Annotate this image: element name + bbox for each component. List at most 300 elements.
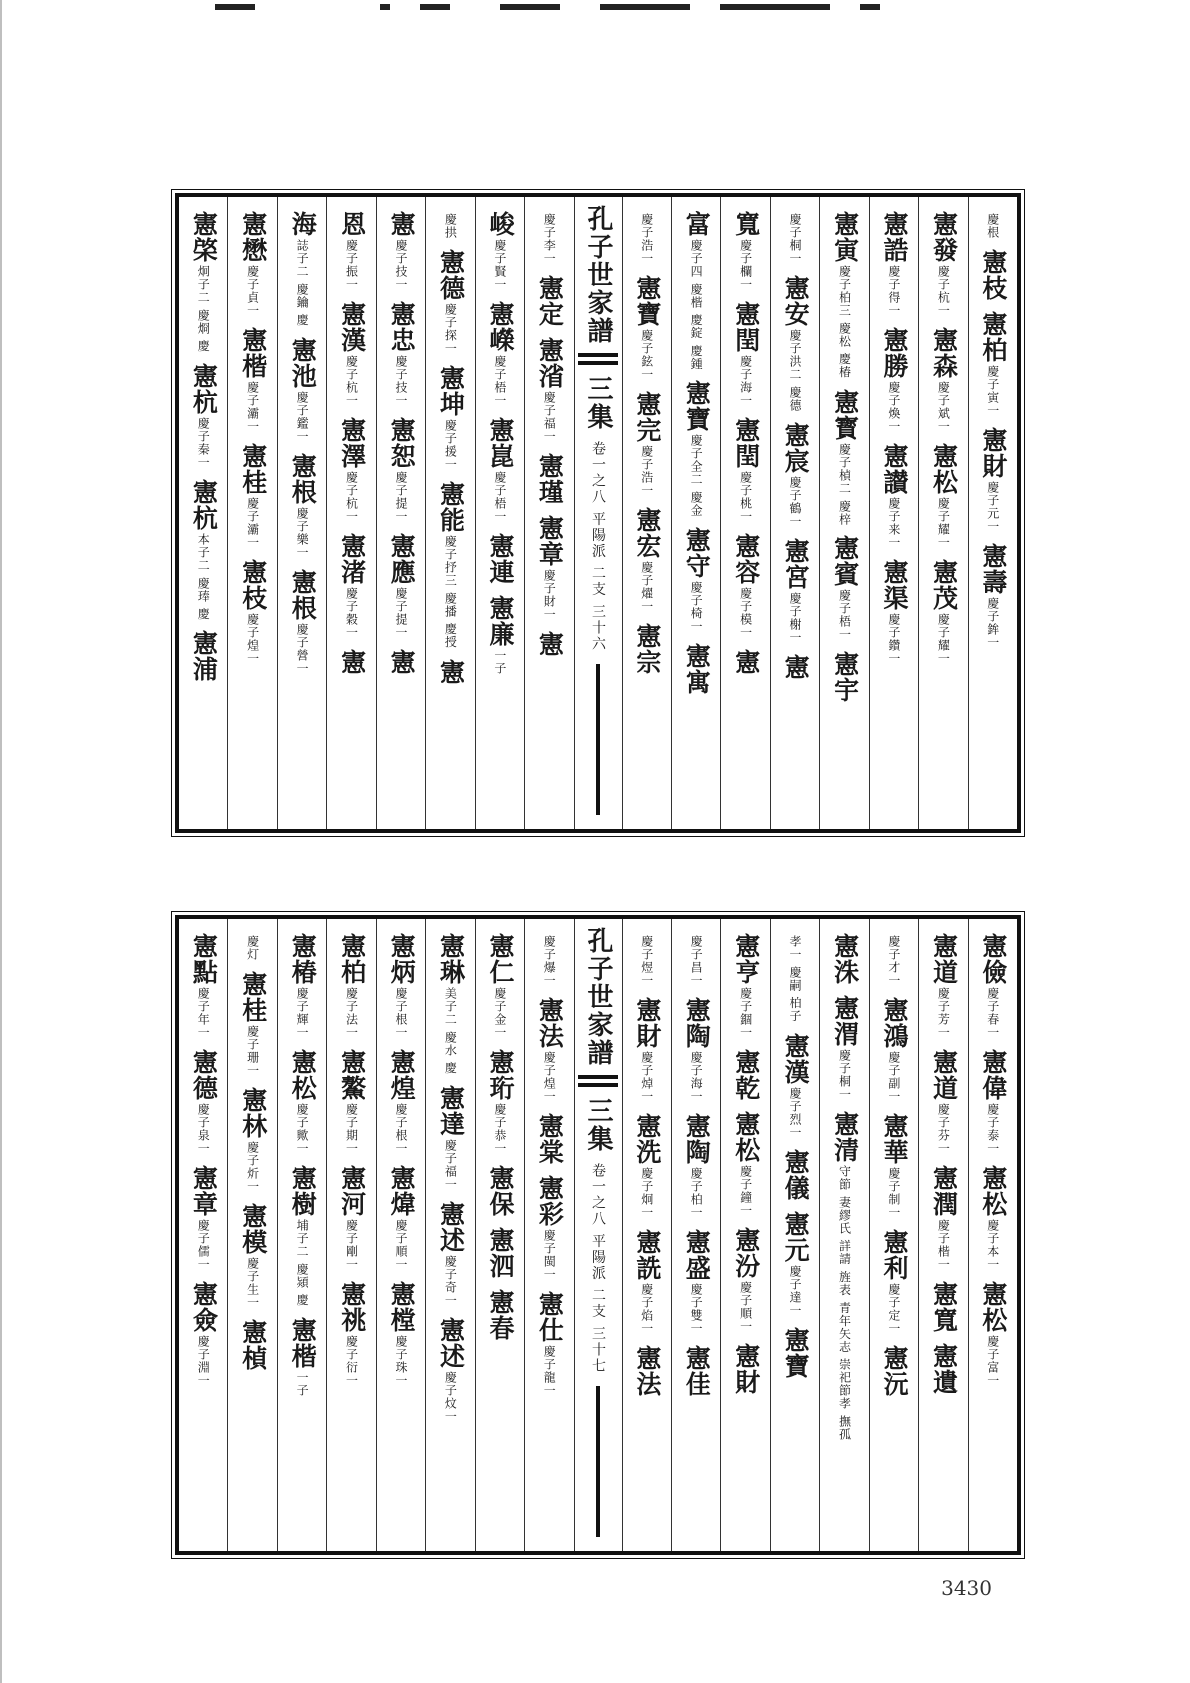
genealogy-entry <box>487 301 513 407</box>
person-name: 憲連 <box>485 533 515 585</box>
descendant-note: 埔子二 慶熲 慶 <box>295 1219 310 1307</box>
person-name: 憲炳 <box>387 933 417 985</box>
genealogy-entry <box>436 933 466 1075</box>
person-name: 憲煒 <box>387 1165 417 1217</box>
descendant-note: 慶子福一 <box>542 391 557 443</box>
genealogy-column <box>671 919 720 1551</box>
genealogy-entry <box>337 933 367 1039</box>
genealogy-column <box>326 197 375 829</box>
genealogy-entry <box>543 211 555 265</box>
genealogy-entry <box>682 643 712 696</box>
genealogy-entry <box>634 623 660 675</box>
descendant-note: 慶子振一 <box>344 239 359 291</box>
collection-label: 三集 <box>583 1097 613 1153</box>
person-name: 憲偉 <box>978 1049 1008 1101</box>
genealogy-entry <box>980 1165 1006 1271</box>
person-name: 憲陶 <box>682 997 712 1049</box>
person-name: 憲保 <box>485 1165 515 1217</box>
descendant-note: 慶根 <box>985 213 1000 239</box>
descendant-note: 慶子根一 <box>393 987 408 1039</box>
person-name: 憲桂 <box>238 443 268 495</box>
genealogy-entry <box>240 327 266 433</box>
person-name: 憲寓 <box>682 643 712 696</box>
person-name: 憲亨 <box>731 933 761 985</box>
genealogy-entry <box>980 311 1006 417</box>
genealogy-column <box>475 919 524 1551</box>
genealogy-entry <box>781 653 811 680</box>
descendant-note: 慶子桐一 <box>837 1049 852 1101</box>
descendant-note: 慶子燿一 <box>639 561 654 613</box>
descendant-note: 慶子椅一 <box>689 581 704 634</box>
genealogy-entry <box>337 211 367 291</box>
person-name: 憲崑 <box>485 417 515 469</box>
person-name: 憲閏 <box>731 417 761 469</box>
person-name: 憲道 <box>929 933 959 985</box>
genealogy-entry <box>189 1049 219 1155</box>
genealogy-entry <box>634 997 660 1103</box>
genealogy-entry <box>387 1281 417 1387</box>
center-rule <box>596 1386 600 1537</box>
person-name: 憲完 <box>632 391 662 443</box>
person-name: 憲壽 <box>978 543 1008 595</box>
person-name: 憲僉 <box>189 1281 219 1333</box>
genealogy-column <box>671 197 720 829</box>
genealogy-entry <box>535 515 565 621</box>
person-name: 憲潤 <box>929 1165 959 1217</box>
person-name: 憲懋 <box>238 211 268 263</box>
descendant-note: 慶子營一 <box>295 622 310 675</box>
book-title: 孔子世家譜 <box>583 927 613 1067</box>
genealogy-entry <box>830 388 860 526</box>
person-name: 憲儀 <box>781 1148 811 1201</box>
genealogy-entry <box>980 249 1006 301</box>
genealogy-column <box>819 197 868 829</box>
person-name: 憲根 <box>288 568 318 621</box>
person-name: 憲棨 <box>189 211 219 263</box>
top-genealogy-panel <box>175 193 1021 833</box>
descendant-note: 慶子衍一 <box>344 1335 359 1387</box>
descendant-note: 慶子鑽一 <box>886 613 901 665</box>
collection-label: 三集 <box>583 375 613 431</box>
descendant-note: 守節 妻繆氏 詳請 旌表 青年矢志 崇祀節孝 撫孤 <box>837 1165 852 1441</box>
descendant-note: 慶子龍一 <box>542 1345 557 1397</box>
person-name: 憲鰲 <box>337 1049 367 1101</box>
genealogy-entry <box>535 275 565 327</box>
descendant-note: 慶子春一 <box>985 987 1000 1039</box>
person-name: 憲道 <box>929 1049 959 1101</box>
genealogy-column <box>770 919 819 1551</box>
genealogy-column <box>376 919 425 1551</box>
descendant-note: 慶子鉉一 <box>639 329 654 381</box>
genealogy-entry <box>634 1345 660 1397</box>
genealogy-entry <box>487 533 513 585</box>
descendant-note: 慶子寅一 <box>985 365 1000 417</box>
person-name: 憲彩 <box>535 1175 565 1227</box>
genealogy-entry <box>781 1148 811 1201</box>
genealogy-entry <box>682 380 712 518</box>
person-name: 憲 <box>731 649 761 675</box>
genealogy-entry <box>634 391 660 497</box>
genealogy-column <box>968 919 1017 1551</box>
descendant-note: 慶子探一 <box>443 303 458 355</box>
genealogy-entry <box>830 535 860 642</box>
descendant-note: 慶子浩一 <box>639 213 654 265</box>
genealogy-entry <box>337 1165 367 1271</box>
genealogy-entry <box>288 452 318 559</box>
genealogy-entry <box>682 997 712 1103</box>
center-title-strip <box>574 919 622 1551</box>
person-name: 憲坤 <box>436 365 466 417</box>
person-name: 憲漢 <box>781 1032 811 1085</box>
genealogy-entry <box>240 1319 266 1371</box>
person-name: 憲洗 <box>632 1113 662 1165</box>
descendant-note: 慶子煌一 <box>245 613 260 665</box>
genealogy-entry <box>288 336 318 443</box>
descendant-note: 慶子提一 <box>393 587 408 639</box>
descendant-note: 慶子灞一 <box>245 381 260 433</box>
descendant-note: 慶子煌一 <box>542 1051 557 1103</box>
genealogy-entry <box>487 1049 513 1155</box>
descendant-note: 慶子年一 <box>196 987 211 1039</box>
descendant-note: 慶子李一 <box>542 213 557 265</box>
descendant-note: 慶子四 慶楷 慶錠 慶鍾 <box>689 239 704 371</box>
descendant-note: 慶子提一 <box>393 471 408 523</box>
genealogy-entry <box>337 417 367 523</box>
genealogy-column <box>376 197 425 829</box>
genealogy-entry <box>436 1316 466 1423</box>
descendant-note: 慶子副一 <box>886 1051 901 1103</box>
bottom-genealogy-panel <box>175 915 1021 1555</box>
person-name: 憲楷 <box>288 1316 318 1369</box>
descendant-note: 慶子金一 <box>492 987 507 1039</box>
genealogy-column <box>179 197 227 829</box>
person-name: 憲瑾 <box>535 453 565 505</box>
genealogy-entry <box>436 249 466 355</box>
descendant-note: 慶子耀一 <box>936 613 951 665</box>
genealogy-entry <box>880 1229 910 1335</box>
descendant-note: 慶子本一 <box>985 1219 1000 1271</box>
descendant-note: 慶子賢一 <box>492 239 507 291</box>
descendant-note: 一子 <box>295 1370 310 1397</box>
person-name: 恩 <box>337 211 367 237</box>
genealogy-column <box>869 919 918 1551</box>
descendant-note: 慶拱 <box>443 213 458 239</box>
person-name: 憲祧 <box>337 1281 367 1333</box>
genealogy-entry <box>731 1049 761 1101</box>
genealogy-entry <box>387 417 417 523</box>
genealogy-entry <box>690 933 702 987</box>
descendant-note: 慶子芬一 <box>936 1103 951 1155</box>
genealogy-entry <box>535 1291 565 1397</box>
person-name: 憲 <box>436 658 466 685</box>
genealogy-entry <box>731 533 761 639</box>
person-name: 憲枝 <box>238 559 268 611</box>
person-name: 憲松 <box>978 1281 1008 1333</box>
genealogy-column <box>524 919 573 1551</box>
genealogy-entry <box>980 543 1006 649</box>
descendant-note: 慶子穀一 <box>344 587 359 639</box>
person-name: 憲閏 <box>731 301 761 353</box>
descendant-note: 本子二 慶琫 慶 <box>196 532 211 621</box>
person-name: 憲宮 <box>781 537 811 590</box>
person-name: 憲漢 <box>337 301 367 353</box>
person-name: 憲仁 <box>485 933 515 985</box>
genealogy-entry <box>535 337 565 443</box>
descendant-note: 慶子炘一 <box>245 1141 260 1193</box>
person-name: 憲利 <box>880 1229 910 1281</box>
genealogy-column <box>918 919 967 1551</box>
person-name: 憲嶸 <box>485 301 515 353</box>
person-name: 憲椿 <box>288 933 318 985</box>
person-name: 富 <box>682 211 712 237</box>
genealogy-column <box>425 197 474 829</box>
genealogy-entry <box>247 933 259 961</box>
genealogy-column <box>425 919 474 1551</box>
person-name: 憲述 <box>436 1200 466 1253</box>
genealogy-column <box>918 197 967 829</box>
center-rule <box>596 664 600 815</box>
person-name: 憲渚 <box>337 533 367 585</box>
person-name: 峻 <box>485 211 515 237</box>
person-name: 憲法 <box>535 997 565 1049</box>
descendant-note: 慶子洪二 慶德 <box>788 329 803 412</box>
person-name: 憲 <box>535 631 565 657</box>
person-name: 憲枝 <box>978 249 1008 301</box>
genealogy-entry <box>880 443 910 549</box>
genealogy-entry <box>337 1049 367 1155</box>
genealogy-column <box>475 197 524 829</box>
person-name: 憲浦 <box>189 630 219 683</box>
genealogy-entry <box>880 559 910 665</box>
descendant-note: 慶子定一 <box>886 1283 901 1335</box>
genealogy-entry <box>288 933 318 1039</box>
genealogy-column <box>622 919 671 1551</box>
person-name: 憲森 <box>929 327 959 379</box>
genealogy-entry <box>634 1229 660 1335</box>
genealogy-column <box>277 919 326 1551</box>
person-name: 憲容 <box>731 533 761 585</box>
descendant-note: 慶子輝一 <box>295 987 310 1039</box>
descendant-note: 慶子生一 <box>245 1257 260 1309</box>
descendant-note: 慶子鐘一 <box>738 1165 753 1217</box>
person-name: 憲宏 <box>632 507 662 559</box>
person-name: 憲松 <box>978 1165 1008 1217</box>
genealogy-entry <box>880 1113 910 1219</box>
genealogy-entry <box>641 933 653 987</box>
person-name: 憲澤 <box>337 417 367 469</box>
genealogy-entry <box>240 971 266 1077</box>
person-name: 憲章 <box>535 515 565 567</box>
fish-tail-mark <box>576 1071 620 1091</box>
person-name: 憲賓 <box>830 535 860 588</box>
person-name: 憲財 <box>632 997 662 1049</box>
genealogy-column <box>227 197 276 829</box>
descendant-note: 慶子歟一 <box>295 1103 310 1155</box>
person-name: 憲松 <box>929 443 959 495</box>
descendant-note: 慶子錮一 <box>738 987 753 1039</box>
binding-edge <box>0 0 2 1683</box>
descendant-note: 慶子根一 <box>393 1103 408 1155</box>
descendant-note: 慶子達一 <box>788 1264 803 1317</box>
genealogy-entry <box>487 933 513 1039</box>
genealogy-entry <box>880 327 910 433</box>
person-name: 憲河 <box>337 1165 367 1217</box>
genealogy-entry <box>487 1289 513 1341</box>
genealogy-entry <box>830 651 860 704</box>
descendant-note: 慶子珠一 <box>393 1335 408 1387</box>
genealogy-entry <box>888 933 900 987</box>
genealogy-entry <box>436 481 466 649</box>
person-name: 憲德 <box>189 1049 219 1101</box>
person-name: 憲佳 <box>682 1345 712 1397</box>
genealogy-entry <box>535 997 565 1103</box>
genealogy-entry <box>487 417 513 523</box>
genealogy-entry <box>929 327 959 433</box>
descendant-note: 慶子奇一 <box>443 1254 458 1307</box>
genealogy-column <box>622 197 671 829</box>
descendant-note: 慶子浩一 <box>639 445 654 497</box>
genealogy-entry <box>387 1165 417 1271</box>
descendant-note: 慶子焯一 <box>639 1051 654 1103</box>
genealogy-column <box>720 919 769 1551</box>
book-title: 孔子世家譜 <box>583 205 613 345</box>
person-name: 憲述 <box>436 1316 466 1369</box>
genealogy-entry <box>535 1113 565 1165</box>
person-name: 寬 <box>731 211 761 237</box>
descendant-note: 慶子柏一 <box>689 1167 704 1219</box>
genealogy-entry <box>337 649 367 675</box>
person-name: 憲安 <box>781 275 811 327</box>
descendant-note: 慶子淵一 <box>196 1335 211 1387</box>
genealogy-column <box>968 197 1017 829</box>
genealogy-entry <box>337 533 367 639</box>
descendant-note: 慶子泰一 <box>985 1103 1000 1155</box>
genealogy-entry <box>682 1345 712 1397</box>
descendant-note: 慶子財一 <box>542 569 557 621</box>
genealogy-column <box>277 197 326 829</box>
genealogy-entry <box>987 211 999 239</box>
genealogy-entry <box>682 211 712 371</box>
person-name: 憲恕 <box>387 417 417 469</box>
person-name: 憲宇 <box>830 651 860 704</box>
genealogy-entry <box>189 478 219 621</box>
genealogy-entry <box>929 443 959 549</box>
person-name: 憲發 <box>929 211 959 263</box>
person-name: 憲杭 <box>189 478 219 531</box>
descendant-note: 慶子富一 <box>985 1335 1000 1387</box>
person-name: 憲泗 <box>485 1227 515 1279</box>
genealogy-entry <box>288 1316 318 1397</box>
genealogy-entry <box>781 537 811 644</box>
descendant-note: 慶子炆一 <box>443 1370 458 1423</box>
person-name: 憲清 <box>830 1111 860 1163</box>
person-name: 憲誥 <box>880 211 910 263</box>
descendant-note: 慶子煜一 <box>639 935 654 987</box>
descendant-note: 慶子炯一 <box>639 1167 654 1219</box>
volume-branch-page: 卷一之八 平陽派 二支 三十七 <box>590 1163 606 1375</box>
descendant-note: 慶子桃一 <box>738 471 753 523</box>
genealogy-entry <box>189 211 219 353</box>
person-name: 憲廉 <box>485 595 515 647</box>
person-name: 憲樘 <box>387 1281 417 1333</box>
descendant-note: 慶子雙一 <box>689 1283 704 1335</box>
descendant-note: 慶子杭一 <box>344 471 359 523</box>
genealogy-entry <box>830 211 860 379</box>
person-name: 憲能 <box>436 481 466 533</box>
descendant-note: 慶子法一 <box>344 987 359 1039</box>
genealogy-column <box>524 197 573 829</box>
genealogy-entry <box>789 933 801 1023</box>
top-scan-noise <box>0 0 1190 18</box>
person-name: 憲華 <box>880 1113 910 1165</box>
genealogy-entry <box>487 1227 513 1279</box>
person-name: 憲柏 <box>978 311 1008 363</box>
descendant-note: 慶子恭一 <box>492 1103 507 1155</box>
person-name: 海 <box>288 211 318 237</box>
genealogy-entry <box>929 559 959 665</box>
person-name: 憲宸 <box>781 421 811 474</box>
person-name: 憲元 <box>781 1210 811 1263</box>
descendant-note: 一子 <box>492 649 507 675</box>
descendant-note: 慶子才一 <box>886 935 901 987</box>
genealogy-entry <box>731 417 761 523</box>
genealogy-column <box>819 919 868 1551</box>
genealogy-entry <box>288 1049 318 1155</box>
descendant-note: 慶子楨二 慶梓 <box>837 442 852 526</box>
descendant-note: 美子二 慶水 慶 <box>443 987 458 1075</box>
genealogy-entry <box>387 211 417 291</box>
genealogy-entry <box>929 1343 959 1395</box>
descendant-note: 誌子二 慶鑰 慶 <box>295 239 310 327</box>
genealogy-entry <box>980 1049 1006 1155</box>
genealogy-column <box>770 197 819 829</box>
genealogy-entry <box>929 1165 959 1271</box>
person-name: 憲楷 <box>238 327 268 379</box>
person-name: 憲盛 <box>682 1229 712 1281</box>
descendant-note: 慶子焰一 <box>639 1283 654 1335</box>
genealogy-entry <box>731 933 761 1039</box>
genealogy-entry <box>880 997 910 1103</box>
descendant-note: 慶子援一 <box>443 419 458 471</box>
person-name: 憲渻 <box>535 337 565 389</box>
descendant-note: 慶子剛一 <box>344 1219 359 1271</box>
genealogy-entry <box>436 1084 466 1191</box>
genealogy-entry <box>535 631 565 657</box>
genealogy-entry <box>781 1326 811 1379</box>
genealogy-entry <box>387 933 417 1039</box>
person-name: 憲財 <box>978 427 1008 479</box>
genealogy-entry <box>387 1049 417 1155</box>
person-name: 憲沅 <box>880 1345 910 1397</box>
person-name: 憲勝 <box>880 327 910 379</box>
genealogy-entry <box>387 301 417 407</box>
genealogy-entry <box>288 568 318 675</box>
genealogy-entry <box>240 211 266 317</box>
person-name: 憲 <box>387 649 417 675</box>
descendant-note: 慶子梧一 <box>492 471 507 523</box>
descendant-note: 慶子期一 <box>344 1103 359 1155</box>
person-name: 憲煌 <box>387 1049 417 1101</box>
person-name: 憲 <box>387 211 417 237</box>
descendant-note: 慶子灞一 <box>245 497 260 549</box>
genealogy-column <box>326 919 375 1551</box>
fish-tail-mark <box>576 349 620 369</box>
descendant-note: 慶子爆一 <box>542 935 557 987</box>
genealogy-entry <box>830 995 860 1101</box>
descendant-note: 慶子制一 <box>886 1167 901 1219</box>
descendant-note: 慶子元一 <box>985 481 1000 533</box>
person-name: 憲楨 <box>238 1319 268 1371</box>
